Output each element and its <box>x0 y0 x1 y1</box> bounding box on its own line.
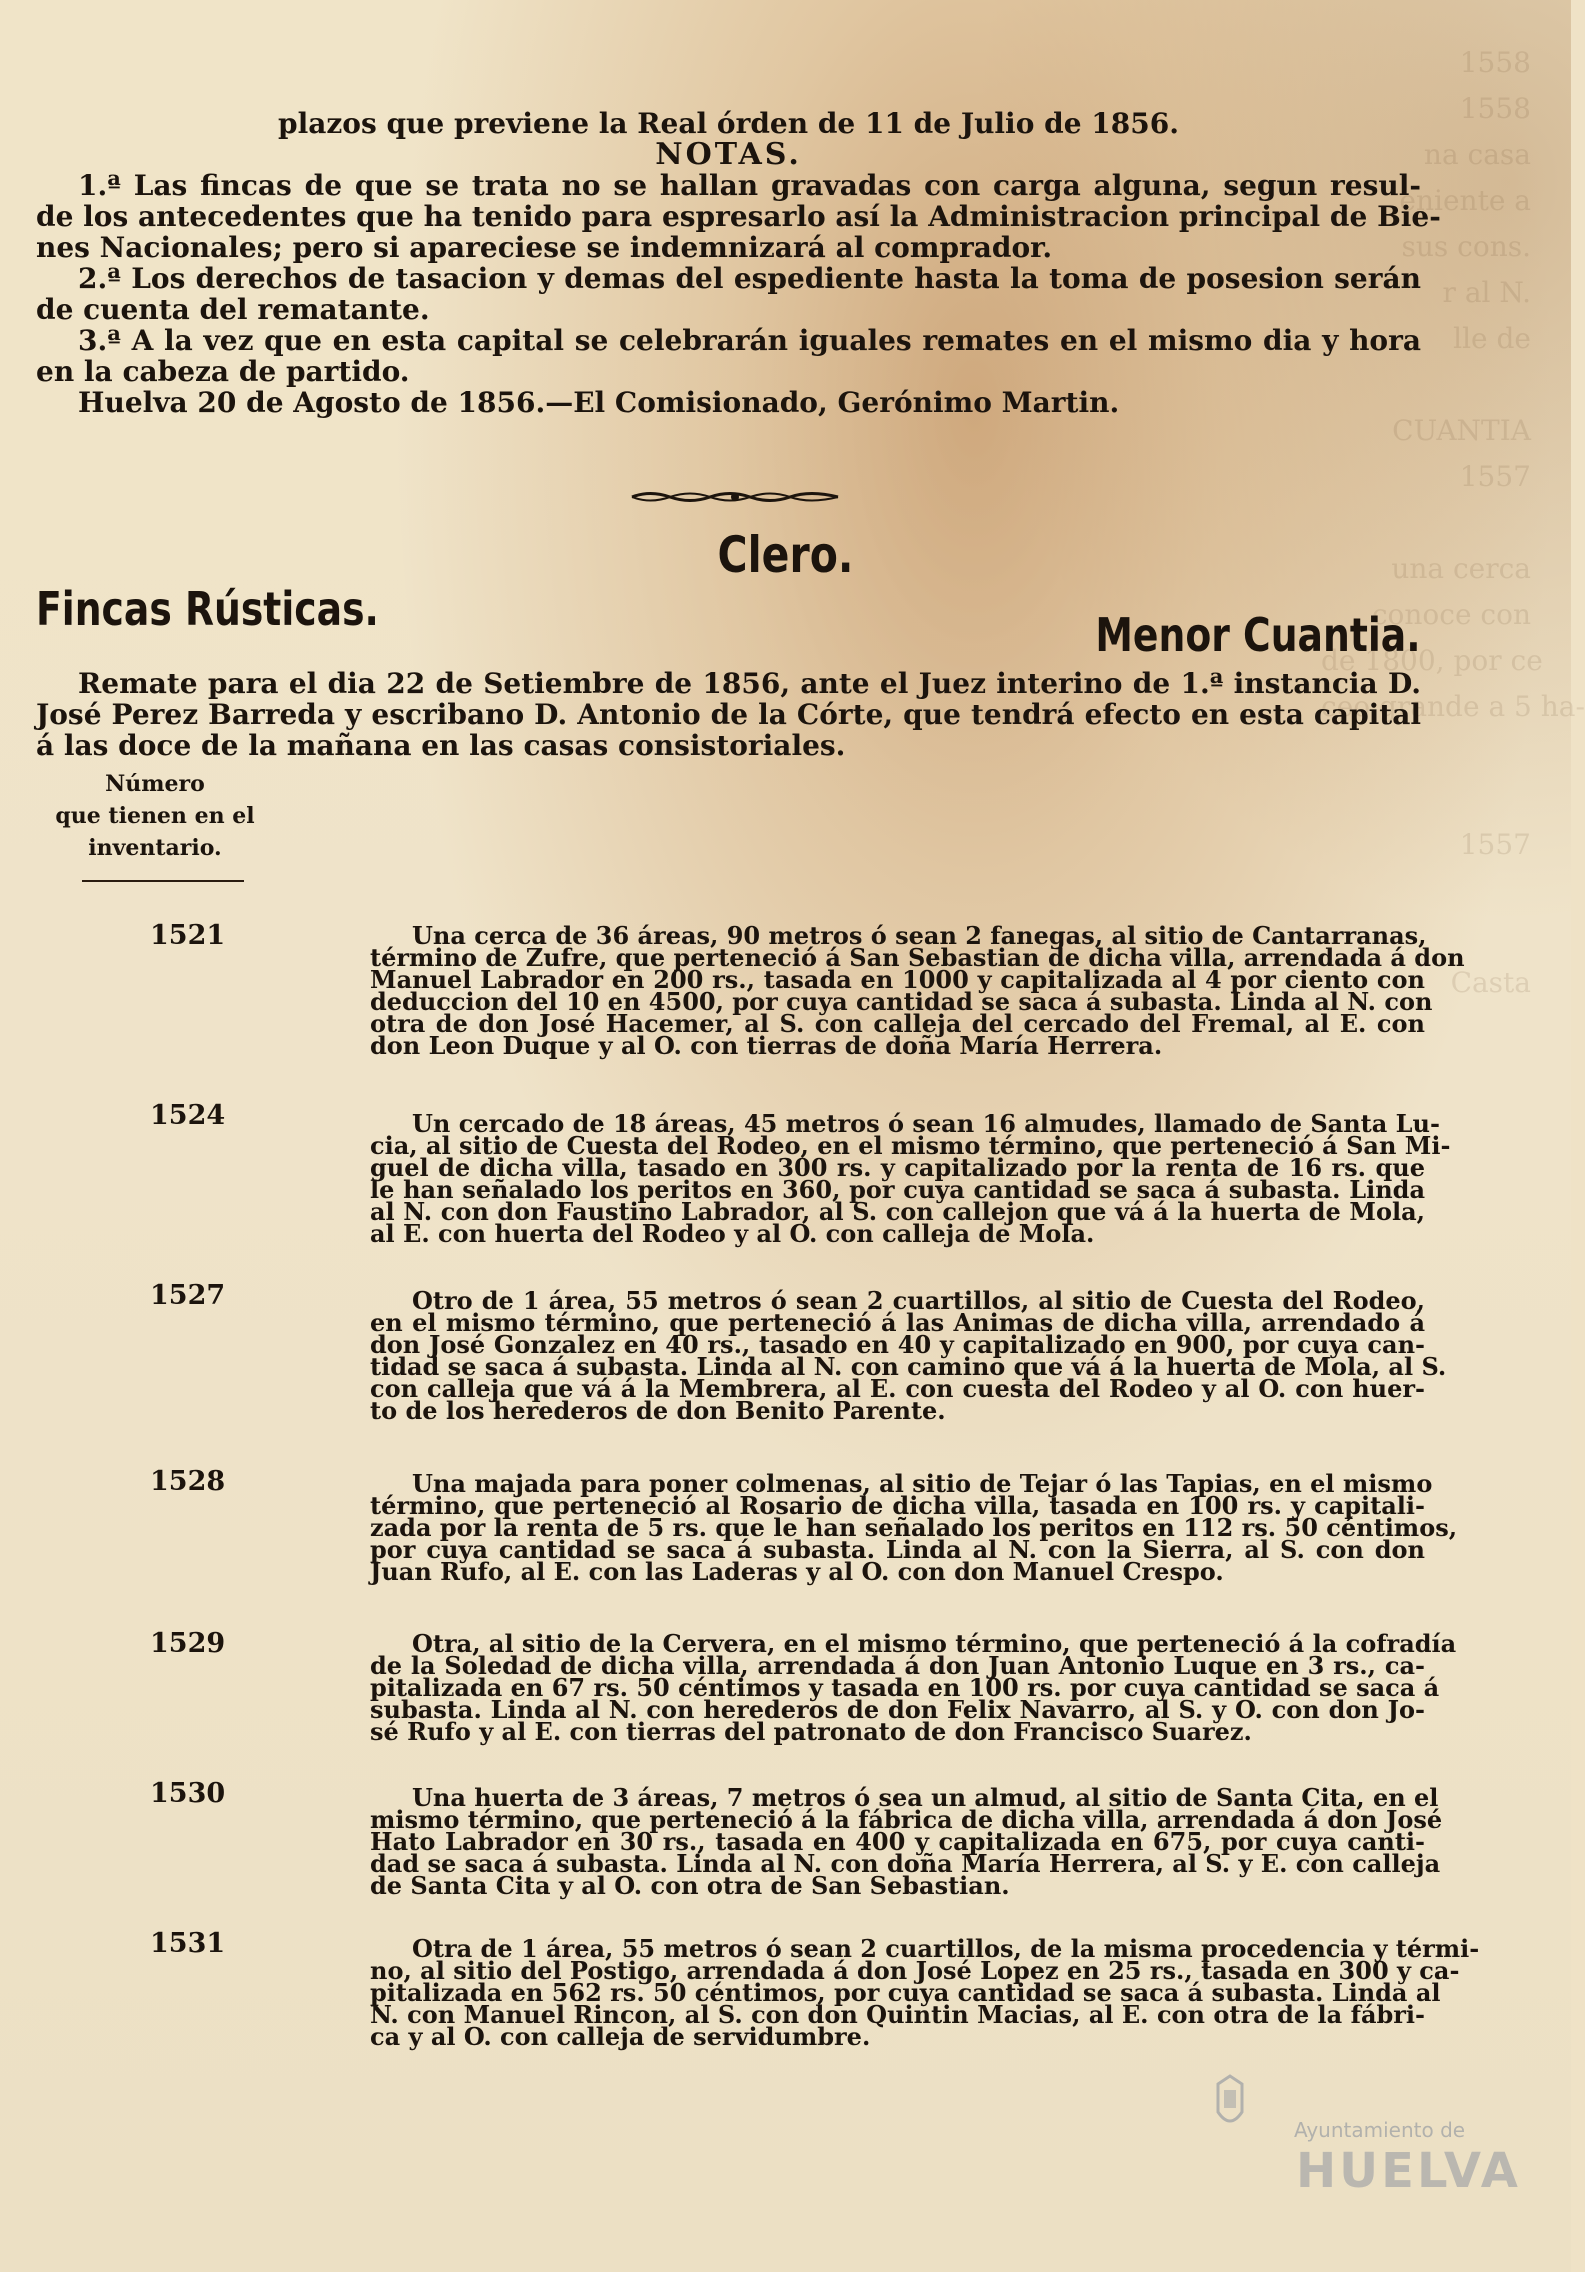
entry-line: Una huerta de 3 áreas, 7 metros ó sea un almud, al sitio de Santa Cita, en el <box>412 1783 1439 1812</box>
note-line: 2.ª Los derechos de tasacion y demas del espediente hasta la toma de posesion serán <box>78 262 1421 295</box>
watermark-subtitle: Ayuntamiento de <box>1294 2118 1466 2142</box>
entry-text <box>370 1934 1480 2051</box>
header-line: inventario. <box>88 835 222 861</box>
header-rule <box>82 880 244 882</box>
intro-line: á las doce de la mañana en las casas consistoriales. <box>36 729 846 762</box>
entry-line: dad se saca á subasta. Linda al N. con doña María Herrera, al S. y E. con calleja <box>370 1849 1441 1878</box>
entry-line: ca y al O. con calleja de servidumbre. <box>370 2022 871 2051</box>
entry-line: Un cercado de 18 áreas, 45 metros ó sean 16 almudes, llamado de Santa Lu- <box>412 1109 1440 1138</box>
entry-number: 1527 <box>150 1280 226 1311</box>
entry-number: 1528 <box>150 1466 226 1497</box>
entry-line: subasta. Linda al N. con herederos de don Felix Navarro, al S. y O. con don Jo- <box>370 1695 1425 1724</box>
watermark-title: HUELVA <box>1296 2143 1521 2199</box>
entry-line: don Leon Duque y al O. con tierras de doña María Herrera. <box>370 1031 1163 1060</box>
entry-line: tidad se saca á subasta. Linda al N. con camino que vá á la huerta de Mola, al S. <box>370 1352 1447 1381</box>
entry-number: 1524 <box>150 1100 226 1131</box>
entry-line: Otra, al sitio de la Cervera, en el mismo término, que perteneció á la cofradía <box>412 1629 1457 1658</box>
entry-text <box>370 1629 1457 1746</box>
entry-line: en el mismo término, que perteneció á las Animas de dicha villa, arrendado á <box>370 1308 1425 1337</box>
entry-line: mismo término, que perteneció á la fábrica de dicha villa, arrendada á don José <box>370 1805 1443 1834</box>
note-line: 3.ª A la vez que en esta capital se celebrarán iguales remates en el mismo dia y hora <box>78 324 1421 357</box>
entry-line: cia, al sitio de Cuesta del Rodeo, en el mismo término, que perteneció á San Mi- <box>370 1131 1451 1160</box>
crest-icon <box>1210 2072 1250 2132</box>
entry-line: por cuya cantidad se saca á subasta. Linda al N. con la Sierra, al S. con don <box>370 1535 1425 1564</box>
entry-line: pitalizada en 562 rs. 50 céntimos, por cuya cantidad se saca á subasta. Linda al <box>370 1978 1441 2007</box>
entry-line: con calleja que vá á la Membrera, al E. con cuesta del Rodeo y al O. con huer- <box>370 1374 1425 1403</box>
entry-line: al N. con don Faustino Labrador, al S. con callejon que vá á la huerta de Mola, <box>370 1197 1425 1226</box>
bleed-through-text: 1558 1558 na casa eniente a sus cons. r al N. lle de CUANTIA 1557 una cerca conoce con de 1800, por ce ceo grande a 5 ha- 1557 Casta <box>1321 46 1585 999</box>
intro-line: Remate para el dia 22 de Setiembre de 1856, ante el Juez interino de 1.ª instancia D. <box>78 667 1421 700</box>
entry-line: Manuel Labrador en 200 rs., tasada en 1000 y capitalizada al 4 por ciento con <box>370 965 1425 994</box>
entry-text <box>370 1783 1443 1900</box>
header-line: Número <box>105 771 205 797</box>
right-title: Menor Cuantia. <box>1095 608 1421 662</box>
note-line: en la cabeza de partido. <box>36 355 410 388</box>
section-title: Clero. <box>717 526 854 584</box>
note-line: nes Nacionales; pero si apareciese se indemnizará al comprador. <box>36 231 1053 264</box>
left-title: Fincas Rústicas. <box>36 582 379 636</box>
entry-number: 1529 <box>150 1628 226 1659</box>
entry-number: 1531 <box>150 1928 226 1959</box>
entry-line: pitalizada en 67 rs. 50 céntimos y tasada en 100 rs. por cuya cantidad se saca á <box>370 1673 1440 1702</box>
entry-line: de Santa Cita y al O. con otra de San Sebastian. <box>370 1871 1010 1900</box>
entry-line: don José Gonzalez en 40 rs., tasado en 40 y capitalizado en 900, por cuya can- <box>370 1330 1425 1359</box>
auction-intro <box>36 668 1421 761</box>
notes-title: NOTAS. <box>655 137 802 172</box>
note-2 <box>36 263 1421 325</box>
entry-line: de la Soledad de dicha villa, arrendada á don Juan Antonio Luque en 3 rs., ca- <box>370 1651 1425 1680</box>
ornament-divider <box>630 490 840 504</box>
number-column-header <box>40 768 270 864</box>
entry-line: Otra de 1 área, 55 metros ó sean 2 cuartillos, de la misma procedencia y térmi- <box>412 1934 1480 1963</box>
intro-line: José Perez Barreda y escribano D. Antonio de la Córte, que tendrá efecto en esta capital <box>36 698 1421 731</box>
entry-line: N. con Manuel Rincon, al S. con don Quintin Macias, al E. con otra de la fábri- <box>370 2000 1425 2029</box>
entry-line: al E. con huerta del Rodeo y al O. con calleja de Mola. <box>370 1219 1095 1248</box>
note-line: de los antecedentes que ha tenido para espresarlo así la Administracion principal de Bie- <box>36 200 1441 233</box>
entry-line: le han señalado los peritos en 360, por cuya cantidad se saca á subasta. Linda <box>370 1175 1425 1204</box>
header-line: que tienen en el <box>55 803 255 829</box>
note-1 <box>36 169 1441 264</box>
entry-line: término, que perteneció al Rosario de dicha villa, tasada en 100 rs. y capitali- <box>370 1491 1425 1520</box>
note-line: 1.ª Las fincas de que se trata no se hallan gravadas con carga alguna, segun resul- <box>78 169 1421 202</box>
entry-line: Una majada para poner colmenas, al sitio de Tejar ó las Tapias, en el mismo <box>412 1469 1433 1498</box>
note-3 <box>36 325 1421 387</box>
entry-text <box>370 921 1465 1060</box>
entry-text <box>370 1286 1447 1425</box>
note-line: de cuenta del rematante. <box>36 293 430 326</box>
entry-line: zada por la renta de 5 rs. que le han señalado los peritos en 112 rs. 50 céntimos, <box>370 1513 1458 1542</box>
entry-line: to de los herederos de don Benito Parente. <box>370 1396 946 1425</box>
signature-line: Huelva 20 de Agosto de 1856.—El Comisionado, Gerónimo Martin. <box>78 386 1120 419</box>
entry-line: otra de don José Hacemer, al S. con calleja del cercado del Fremal, al E. con <box>370 1009 1425 1038</box>
entry-line: deduccion del 10 en 4500, por cuya cantidad se saca á subasta. Linda al N. con <box>370 987 1433 1016</box>
entry-number: 1521 <box>150 920 226 951</box>
notes-section <box>36 107 1441 419</box>
entry-line: guel de dicha villa, tasado en 300 rs. y capitalizado por la renta de 16 rs. que <box>370 1153 1425 1182</box>
notes-top-line: plazos que previene la Real órden de 11 de Julio de 1856. <box>278 107 1179 140</box>
entry-line: no, al sitio del Postigo, arrendada á don José Lopez en 25 rs., tasada en 300 y ca- <box>370 1956 1460 1985</box>
entry-line: Otro de 1 área, 55 metros ó sean 2 cuartillos, al sitio de Cuesta del Rodeo, <box>412 1286 1425 1315</box>
entry-line: sé Rufo y al E. con tierras del patronato de don Francisco Suarez. <box>370 1717 1252 1746</box>
entry-text <box>370 1109 1451 1248</box>
entry-line: Hato Labrador en 30 rs., tasada en 400 y capitalizada en 675, por cuya canti- <box>370 1827 1425 1856</box>
entry-line: Juan Rufo, al E. con las Laderas y al O. con don Manuel Crespo. <box>370 1557 1224 1586</box>
entry-number: 1530 <box>150 1778 226 1809</box>
entry-line: Una cerca de 36 áreas, 90 metros ó sean 2 fanegas, al sitio de Cantarranas, <box>412 921 1427 950</box>
entry-text <box>370 1469 1458 1586</box>
entry-line: término de Zufre, que perteneció á San Sebastian de dicha villa, arrendada á don <box>370 943 1465 972</box>
